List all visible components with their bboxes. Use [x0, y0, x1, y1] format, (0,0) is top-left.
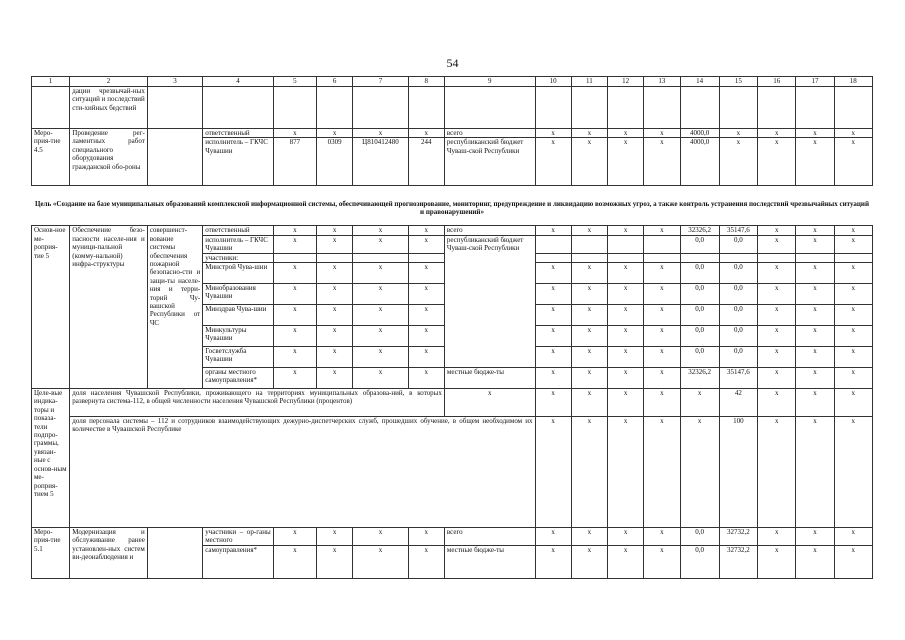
col-header: 3 [147, 77, 202, 87]
table-row [32, 87, 873, 129]
cell-executor: ответственный [203, 129, 274, 138]
cell-measure: Меро-прия-тие 5.1 [32, 528, 70, 579]
cell-description: Обеспечение безо-пасности населе-ния и муници-пальной (комму-нальной) инфра-структуры [70, 226, 148, 389]
indicator-text: доля населения Чувашской Республики, проживающего на территориях муниципальных образова-ний, в которых развернута система-112, в общей численности населения Чувашской Республики (процентов) [70, 389, 445, 417]
col-header: 8 [408, 77, 444, 87]
col-header: 2 [70, 77, 148, 87]
cell-executor: исполнитель – ГКЧС Чувашии [203, 138, 274, 186]
cell-description: дации чрезвычай-ных ситуаций и последствий сти-хийных бедствий [70, 87, 148, 129]
table-row: доля персонала системы – 112 и сотрудников взаимодействующих дежурно-диспетчерских служб, прошедших обучение, в общем необходимом их количестве в Чувашской Республике x x x x x 100 x x x [32, 417, 873, 528]
table-row: Минздрав Чува-шии x x x x x x x x 0,0 0,0 x x x [32, 305, 873, 326]
budget-table [31, 76, 873, 579]
table-row: органы местного самоуправления* x x x x местные бюдже-ты x x x x 32326,2 35147,6 x x x [32, 368, 873, 389]
cell-measure: Основ-ное ме-роприя-тие 5 [32, 226, 70, 389]
col-header: 12 [608, 77, 644, 87]
col-header: 10 [535, 77, 571, 87]
cell-task: совершенст-вование системы обеспечения пожарной безопасно-сти и защи-ты населе-ния и терри-торий Чу-вашской Республики от ЧС [147, 226, 202, 389]
table-row: Минобразования Чувашии x x x x x x x x 0,0 0,0 x x x [32, 284, 873, 305]
table-row: Основ-ное ме-роприя-тие 5 Обеспечение безо-пасности населе-ния и муници-пальной (комму-нальной) инфра-структуры совершенст-вование системы обеспечения пожарной безопасно-сти и защи-ты населе-ния и терри-торий Чу-вашской Республики от ЧС ответственный x x x x всего x x x x 32326,2 35147,6 x x x [32, 226, 873, 235]
goal-row [32, 186, 873, 226]
goal-heading: Цель «Создание на базе муниципальных образований комплексной информационной системы, обеспечивающей прогнозирование, мониторинг, предупреждение и ликвидацию возможных угроз, а также контроль устранения последствий чрезвычайных ситуаций и правонарушений» [32, 186, 873, 226]
col-header: 17 [796, 77, 834, 87]
table-row: Минстрой Чува-шии x x x x x x x x 0,0 0,0 x x x [32, 263, 873, 284]
table-row: Минкультуры Чувашии x x x x x x x x 0,0 0,0 x x x [32, 326, 873, 347]
col-header: 4 [203, 77, 274, 87]
col-header: 14 [680, 77, 719, 87]
col-header: 16 [758, 77, 796, 87]
cell-description: Проведение рег-ламентных работ специального оборудования гражданской обо-роны [70, 129, 148, 186]
table-row: исполнитель – ГКЧС Чувашии 877 0309 Ц810412480 244 республиканский бюджет Чуваш-ской Республики x x x x 4000,0 x x x x [32, 138, 873, 186]
table-row: Меро-прия-тие 4.5 Проведение рег-ламентных работ специального оборудования гражданской обо-роны ответственный x x x x всего x x x x 4000,0 x x x x [32, 129, 873, 138]
col-header: 7 [353, 77, 408, 87]
cell-description: Модернизация и обслуживание ранее установлен-ных систем ви-деонаблюдения и [70, 528, 148, 579]
table-row: участники: [32, 253, 873, 262]
col-header: 15 [719, 77, 757, 87]
col-header: 9 [444, 77, 535, 87]
col-header: 13 [644, 77, 680, 87]
col-header: 6 [317, 77, 353, 87]
table-row: исполнитель – ГКЧС Чувашии x x x x республиканский бюджет Чуваш-ской Республики 0,0 0,0 x x x [32, 235, 873, 253]
col-header: 18 [834, 77, 872, 87]
col-header: 1 [32, 77, 70, 87]
col-header: 11 [571, 77, 607, 87]
cell-measure: Меро-прия-тие 4.5 [32, 129, 70, 186]
col-header: 5 [273, 77, 316, 87]
table-row: Госветслужба Чувашии x x x x x x x x 0,0 0,0 x x x [32, 347, 873, 368]
column-number-row [32, 77, 873, 87]
cell-indicators-label: Целе-вые индика-торы и показа-тели подпро-граммы, увязан-ные с основ-ным ме-роприя-тием 5 [32, 389, 70, 528]
page-number: 54 [446, 56, 459, 70]
table-row: Меро-прия-тие 5.1 Модернизация и обслуживание ранее установлен-ных систем ви-деонаблюдения и участники – ор-ганы местного x x x x всего x x x x 0,0 32732,2 x x x [32, 528, 873, 546]
table-row: Целе-вые индика-торы и показа-тели подпро-граммы, увязан-ные с основ-ным ме-роприя-тием 5 доля населения Чувашской Республики, проживающего на территориях муниципальных образова-ний, в которых развернута система-112, в общей численности населения Чувашской Республики (процентов) x x x x x x 42 x x x [32, 389, 873, 417]
table-row: самоуправления* x x x x местные бюдже-ты x x x x 0,0 32732,2 x x x [32, 545, 873, 578]
indicator-text: доля персонала системы – 112 и сотрудников взаимодействующих дежурно-диспетчерских служб, прошедших обучение, в общем необходимом их количестве в Чувашской Республике [70, 417, 535, 528]
